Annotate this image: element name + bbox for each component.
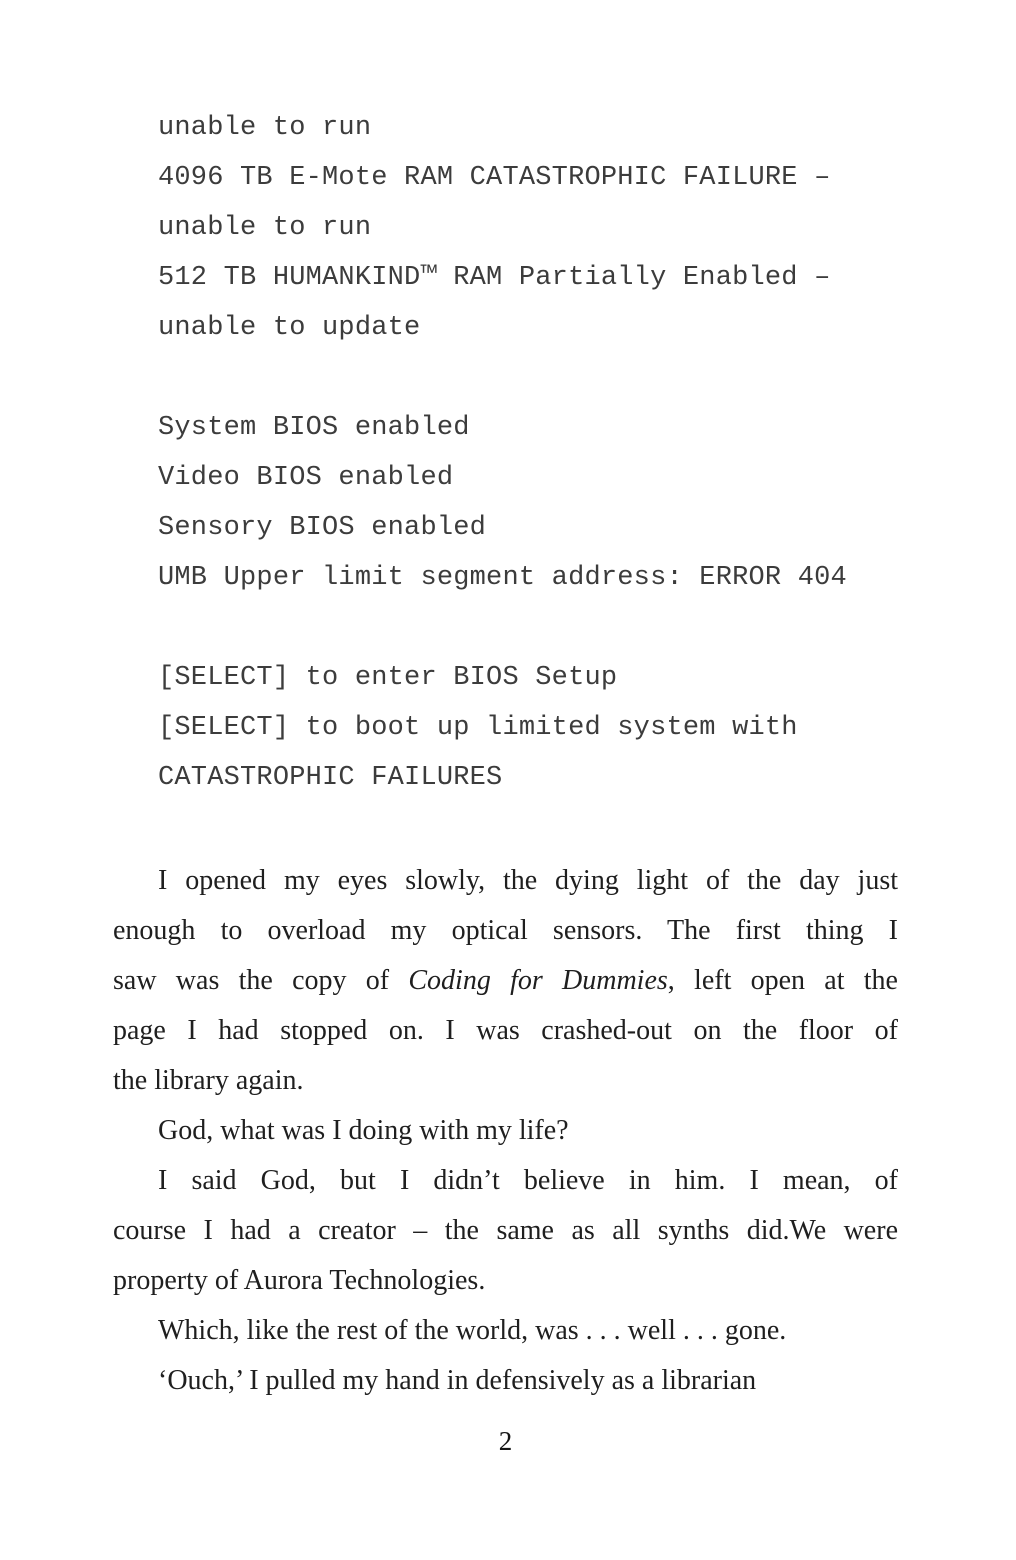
story-text [113,856,898,1406]
terminal-line: System BIOS enabled [158,413,470,443]
body-line [113,1006,898,1056]
terminal-line: [SELECT] to boot up limited system with [158,713,798,743]
terminal-line: Video BIOS enabled [158,463,454,493]
terminal-line: Sensory BIOS enabled [158,513,487,543]
terminal-line: 512 TB HUMANKIND™ RAM Partially Enabled – [158,263,831,293]
terminal-line: unable to run [158,213,372,243]
body-line [113,956,898,1006]
body-text-segment: property of Aurora Technologies. [113,1265,486,1296]
body-text-segment: , left open at the [667,965,898,996]
body-line [113,856,898,906]
body-text-segment: I opened my eyes slowly, the dying light of the day just [158,865,898,896]
body-line [113,1356,898,1406]
body-text-segment: page I had stopped on. I was crashed-out on the floor of [113,1015,898,1046]
terminal-line: unable to run [158,113,372,143]
terminal-line: UMB Upper limit segment address: ERROR 404 [158,563,847,593]
terminal-block [158,103,898,353]
body-line [113,1256,898,1306]
body-text-segment: enough to overload my optical sensors. The first thing I [113,915,898,946]
terminal-line: 4096 TB E-Mote RAM CATASTROPHIC FAILURE – [158,163,831,193]
body-line [113,1106,898,1156]
body-text-segment: Which, like the rest of the world, was . . . well . . . gone. [158,1315,787,1346]
body-text-segment: course I had a creator – the same as all synths did.We were [113,1215,898,1246]
body-text-segment: ‘Ouch,’ I pulled my hand in defensively as a librarian [158,1365,757,1396]
body-text-segment: the library again. [113,1065,304,1096]
terminal-line: CATASTROPHIC FAILURES [158,763,503,793]
body-line [113,906,898,956]
terminal-block [158,403,898,603]
body-text-segment: God, what was I doing with my life? [158,1115,569,1146]
body-line [113,1206,898,1256]
body-line [113,1156,898,1206]
terminal-block [158,653,898,803]
terminal-line: unable to update [158,313,421,343]
body-text-segment: saw was the copy of [113,965,409,996]
book-title-italic: Coding for Dummies [408,965,668,996]
body-text-segment: I said God, but I didn’t believe in him. I mean, of [158,1165,898,1196]
bios-terminal-output [158,103,898,803]
body-line [113,1306,898,1356]
body-line [113,1056,898,1106]
page-number: 2 [498,1426,513,1456]
terminal-line: [SELECT] to enter BIOS Setup [158,663,618,693]
